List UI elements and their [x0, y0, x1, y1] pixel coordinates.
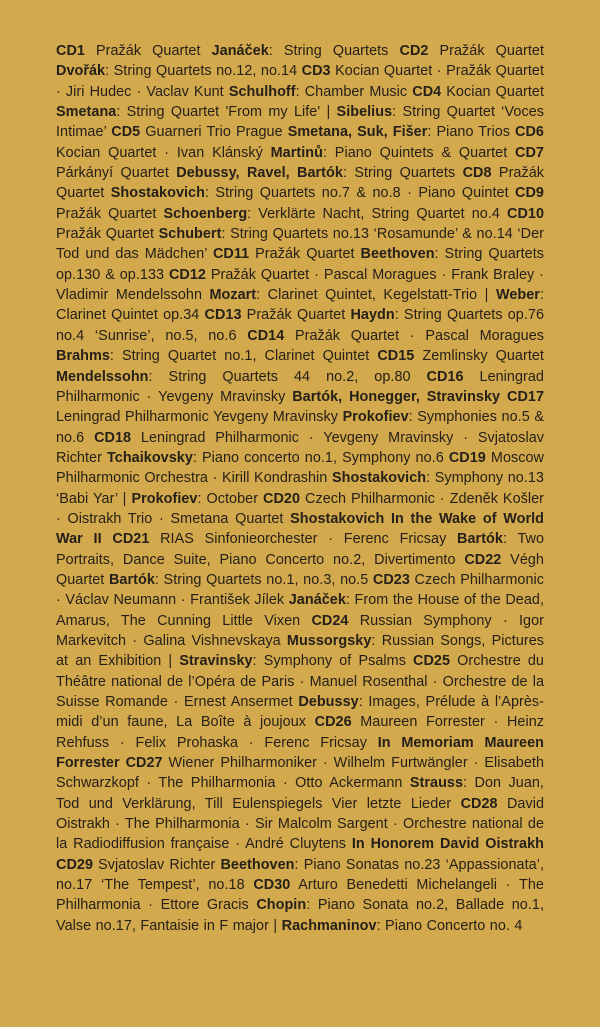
tracklist-bold-segment: Dvořák — [56, 63, 106, 80]
tracklist-text-segment: : Symphonies no.5 & no.6 — [56, 409, 544, 446]
tracklist-bold-segment: In Honorem David Oistrakh — [351, 836, 544, 853]
tracklist-text-segment: : String Quartets no.12, no.14 — [105, 63, 302, 80]
tracklist-text-segment: Pražák Quartet — [249, 246, 361, 263]
tracklist-bold-segment: Stravinsky — [179, 653, 253, 670]
tracklist-bold-segment: CD24 — [311, 612, 349, 629]
tracklist-text-segment: Zemlinsky Quartet — [414, 348, 544, 365]
tracklist-bold-segment: Haydn — [350, 307, 395, 324]
tracklist-text-segment: : String Quartets — [342, 165, 463, 182]
tracklist-bold-segment: CD6 — [515, 124, 544, 141]
tracklist-text-segment: : String Quartets op.76 no.4 ‘Sunrise’, no.5, no.6 — [56, 307, 545, 344]
tracklist-bold-segment: CD15 — [377, 348, 415, 365]
tracklist-text-segment: Pražák Quartet — [84, 43, 212, 59]
tracklist-text-segment: : String Quartets 44 no.2, op.80 — [148, 368, 427, 385]
tracklist-bold-segment: Debussy — [298, 694, 359, 710]
tracklist-bold-segment: CD18 — [94, 429, 132, 446]
tracklist-text-segment: : Verklärte Nacht, String Quartet no.4 — [247, 205, 507, 222]
tracklist-text-segment: Pražák Quartet · Pascal Moragues — [284, 327, 545, 344]
tracklist-bold-segment: CD13 — [204, 307, 242, 324]
tracklist-bold-segment: Chopin — [256, 897, 307, 914]
tracklist-text-segment: Kocian Quartet · Pražák Quartet · Jiri Hudec · Vaclav Kunt — [56, 63, 545, 100]
tracklist-bold-segment: CD5 — [111, 124, 141, 141]
tracklist-text-segment: RIAS Sinfonieorchester · Ferenc Fricsay — [149, 531, 458, 548]
tracklist-bold-segment: CD7 — [515, 144, 544, 161]
tracklist-text-segment: Svjatoslav Richter — [93, 856, 221, 873]
tracklist-text-segment: Russian Symphony · Igor Markevitch · Galina Vishnevskaya — [56, 612, 544, 649]
tracklist-bold-segment: CD2 — [399, 43, 429, 59]
tracklist-text-segment: : Symphony no.13 ‘Babi Yar’ | — [56, 470, 544, 507]
tracklist-text-segment: : Piano Sonatas no.23 ‘Appassionata’, no.17 ‘The Tempest’, no.18 — [56, 856, 544, 894]
tracklist-bold-segment: Mussorgsky — [286, 632, 372, 649]
tracklist-bold-segment: CD1 — [56, 43, 85, 59]
tracklist-text-segment: Pražák Quartet · Pascal Moragues · Frank Braley · Vladimir Mendelssohn — [56, 266, 544, 304]
tracklist-bold-segment: Mendelssohn — [56, 368, 149, 385]
tracklist-text — [56, 41, 544, 936]
tracklist-text-segment: Pražák Quartet — [56, 226, 159, 243]
tracklist-text-segment: : Don Juan, Tod und Verklärung, Till Eulenspiegels Vier letzte Lieder — [56, 775, 544, 812]
tracklist-text-segment: Kocian Quartet · Ivan Klánský — [56, 144, 271, 161]
tracklist-bold-segment: Schulhoff — [228, 83, 296, 100]
tracklist-bold-segment: Janáček — [211, 43, 269, 59]
tracklist-text-segment: Czech Philharmonic · Václav Neumann · František Jílek — [56, 571, 545, 609]
tracklist-bold-segment: CD26 — [314, 714, 352, 731]
tracklist-bold-segment: CD21 — [112, 531, 150, 548]
tracklist-bold-segment: In Memoriam Maureen Forrester — [56, 734, 544, 772]
tracklist-text-segment: : String Quartets no.7 & no.8 · Piano Quintet — [204, 185, 516, 202]
tracklist-bold-segment: CD30 — [253, 877, 291, 894]
tracklist-text-segment: David Oistrakh · The Philharmonia · Sir Malcolm Sargent · Orchestre national de la Radiodiffusion française · André Cluytens — [56, 795, 544, 853]
tracklist-bold-segment: CD29 — [56, 856, 93, 873]
tracklist-bold-segment: Strauss — [409, 775, 464, 792]
tracklist-bold-segment: CD8 — [462, 165, 492, 182]
tracklist-text-segment: : Piano concerto no.1, Symphony no.6 — [192, 449, 449, 466]
tracklist-text-segment: : String Quartet no.1, Clarinet Quintet — [109, 348, 378, 365]
tracklist-bold-segment: Weber — [495, 287, 540, 304]
tracklist-text-segment: Maureen Forrester · Heinz Rehfuss · Felix Prohaska · Ferenc Fricsay — [56, 714, 544, 751]
tracklist-bold-segment: CD14 — [247, 327, 285, 344]
tracklist-bold-segment: Shostakovich — [110, 185, 205, 202]
tracklist-bold-segment: CD4 — [412, 83, 442, 100]
tracklist-text-segment: : String Quartets no.1, no.3, no.5 — [154, 571, 373, 588]
tracklist-bold-segment: CD23 — [372, 571, 410, 588]
tracklist-text-segment: : Clarinet Quintet, Kegelstatt-Trio | — [256, 287, 496, 304]
tracklist-text-segment: : String Quartet ‘Voces Intimae’ — [56, 104, 545, 141]
tracklist-bold-segment: Bartók, Honegger, Stravinsky — [292, 388, 501, 405]
tracklist-bold-segment: CD9 — [515, 185, 544, 202]
tracklist-bold-segment: Schubert — [158, 226, 222, 243]
tracklist-bold-segment: Martinů — [270, 144, 323, 161]
tracklist-bold-segment: CD17 — [507, 388, 544, 405]
tracklist-bold-segment: CD10 — [507, 205, 544, 222]
tracklist-text-segment — [102, 531, 113, 547]
tracklist-bold-segment: CD11 — [212, 246, 250, 263]
tracklist-bold-segment: Rachmaninov — [281, 917, 377, 934]
tracklist-text-segment: Czech Philharmonic · Zdeněk Košler · Oistrakh Trio · Smetana Quartet — [56, 490, 545, 527]
tracklist-bold-segment: CD19 — [448, 449, 486, 466]
tracklist-text-segment: : Piano Sonata no.2, Ballade no.1, Valse no.17, Fantaisie in F major | — [56, 897, 545, 934]
tracklist-text-segment: : Piano Concerto no. 4 — [376, 917, 523, 934]
tracklist-bold-segment: Schoenberg — [163, 205, 248, 222]
tracklist-bold-segment: Janáček — [288, 592, 346, 609]
tracklist-bold-segment: CD20 — [263, 490, 301, 507]
tracklist-bold-segment: Brahms — [56, 348, 110, 365]
tracklist-text-segment: : Symphony of Psalms — [252, 653, 414, 670]
tracklist-bold-segment: Smetana — [56, 104, 117, 121]
tracklist-text-segment: : String Quartet 'From my Life' | — [116, 104, 337, 121]
tracklist-text-segment: : Clarinet Quintet op.34 — [56, 287, 544, 324]
tracklist-text-segment: : Two Portraits, Dance Suite, Piano Concerto no.2, Divertimento — [56, 531, 544, 568]
tracklist-bold-segment: Smetana, Suk, Fišer — [287, 124, 428, 141]
tracklist-text-segment: : String Quartets op.130 & op.133 — [56, 246, 544, 283]
tracklist-text-segment: Arturo Benedetti Michelangeli · The Philharmonia · Ettore Gracis — [56, 877, 544, 914]
tracklist-bold-segment: Bartók — [457, 531, 503, 548]
tracklist-text-segment: Pražák Quartet — [56, 205, 164, 222]
tracklist-text-segment: Pražák Quartet — [56, 165, 545, 202]
tracklist-text-segment: Orchestre du Théâtre national de l’Opéra de Paris · Manuel Rosenthal · Orchestre de la Suisse Romande · Ernest Ansermet — [56, 653, 544, 710]
tracklist-bold-segment: CD27 — [125, 755, 163, 772]
tracklist-text-segment: Leningrad Philharmonic Yevgeny Mravinsky — [56, 409, 343, 426]
tracklist-text-segment: : Piano Trios — [427, 124, 516, 141]
tracklist-text-segment: : Chamber Music — [295, 83, 413, 100]
tracklist-text-segment: Leningrad Philharmonic · Yevgeny Mravinsky · Svjatoslav Richter — [56, 429, 544, 466]
tracklist-bold-segment: Tchaikovsky — [107, 449, 193, 466]
tracklist-bold-segment: CD3 — [301, 63, 331, 80]
tracklist-text-segment: Kocian Quartet — [441, 83, 544, 100]
tracklist-text-segment: Moscow Philharmonic Orchestra · Kirill Kondrashin — [56, 449, 544, 487]
tracklist-text-segment: : Piano Quintets & Quartet — [322, 144, 516, 161]
tracklist-text-segment: Leningrad Philharmonic · Yevgeny Mravinsky — [56, 368, 544, 405]
tracklist-text-segment: Guarneri Trio Prague — [140, 124, 288, 141]
tracklist-bold-segment: CD16 — [426, 368, 464, 385]
tracklist-bold-segment: Debussy, Ravel, Bartók — [176, 165, 343, 182]
tracklist-text-segment: Wiener Philharmoniker · Wilhelm Furtwängler · Elisabeth Schwarzkopf · The Philharmonia · Otto Ackermann — [56, 755, 545, 792]
tracklist-bold-segment: Beethoven — [220, 856, 295, 873]
tracklist-text-segment: : Russian Songs, Pictures at an Exhibition | — [56, 632, 545, 670]
tracklist-text-segment: : October — [197, 490, 264, 507]
tracklist-text-segment: Párkányí Quartet — [56, 165, 177, 182]
tracklist-text-segment: : String Quartets — [268, 43, 400, 59]
tracklist-bold-segment: CD12 — [168, 266, 206, 283]
tracklist-text-segment: : String Quartets no.13 ‘Rosamunde’ & no.14 ‘Der Tod und das Mädchen’ — [56, 226, 544, 263]
tracklist-text-segment — [500, 389, 507, 405]
tracklist-text-segment: Pražák Quartet — [428, 43, 545, 59]
tracklist-bold-segment: CD22 — [464, 551, 502, 568]
tracklist-bold-segment: Shostakovich — [331, 470, 427, 487]
tracklist-bold-segment: CD28 — [460, 795, 498, 812]
tracklist-bold-segment: Bartók — [108, 571, 155, 588]
tracklist-bold-segment: Shostakovich In the Wake of World War II — [56, 510, 544, 548]
tracklist-text-segment: Pražák Quartet — [241, 307, 351, 324]
tracklist-bold-segment: Prokofiev — [342, 409, 409, 426]
tracklist-text-segment: : Images, Prélude à l’Après-midi d’un faune, La Boîte à joujoux — [56, 694, 544, 731]
tracklist-text-segment: : From the House of the Dead, Amarus, The Cunning Little Vixen — [56, 592, 544, 629]
tracklist-bold-segment: Sibelius — [336, 104, 393, 121]
tracklist-text-segment: Végh Quartet — [56, 551, 544, 588]
tracklist-bold-segment: CD25 — [413, 653, 451, 670]
tracklist-bold-segment: Mozart — [209, 287, 257, 304]
tracklist-bold-segment: Prokofiev — [131, 490, 198, 507]
tracklist-bold-segment: Beethoven — [360, 246, 435, 263]
